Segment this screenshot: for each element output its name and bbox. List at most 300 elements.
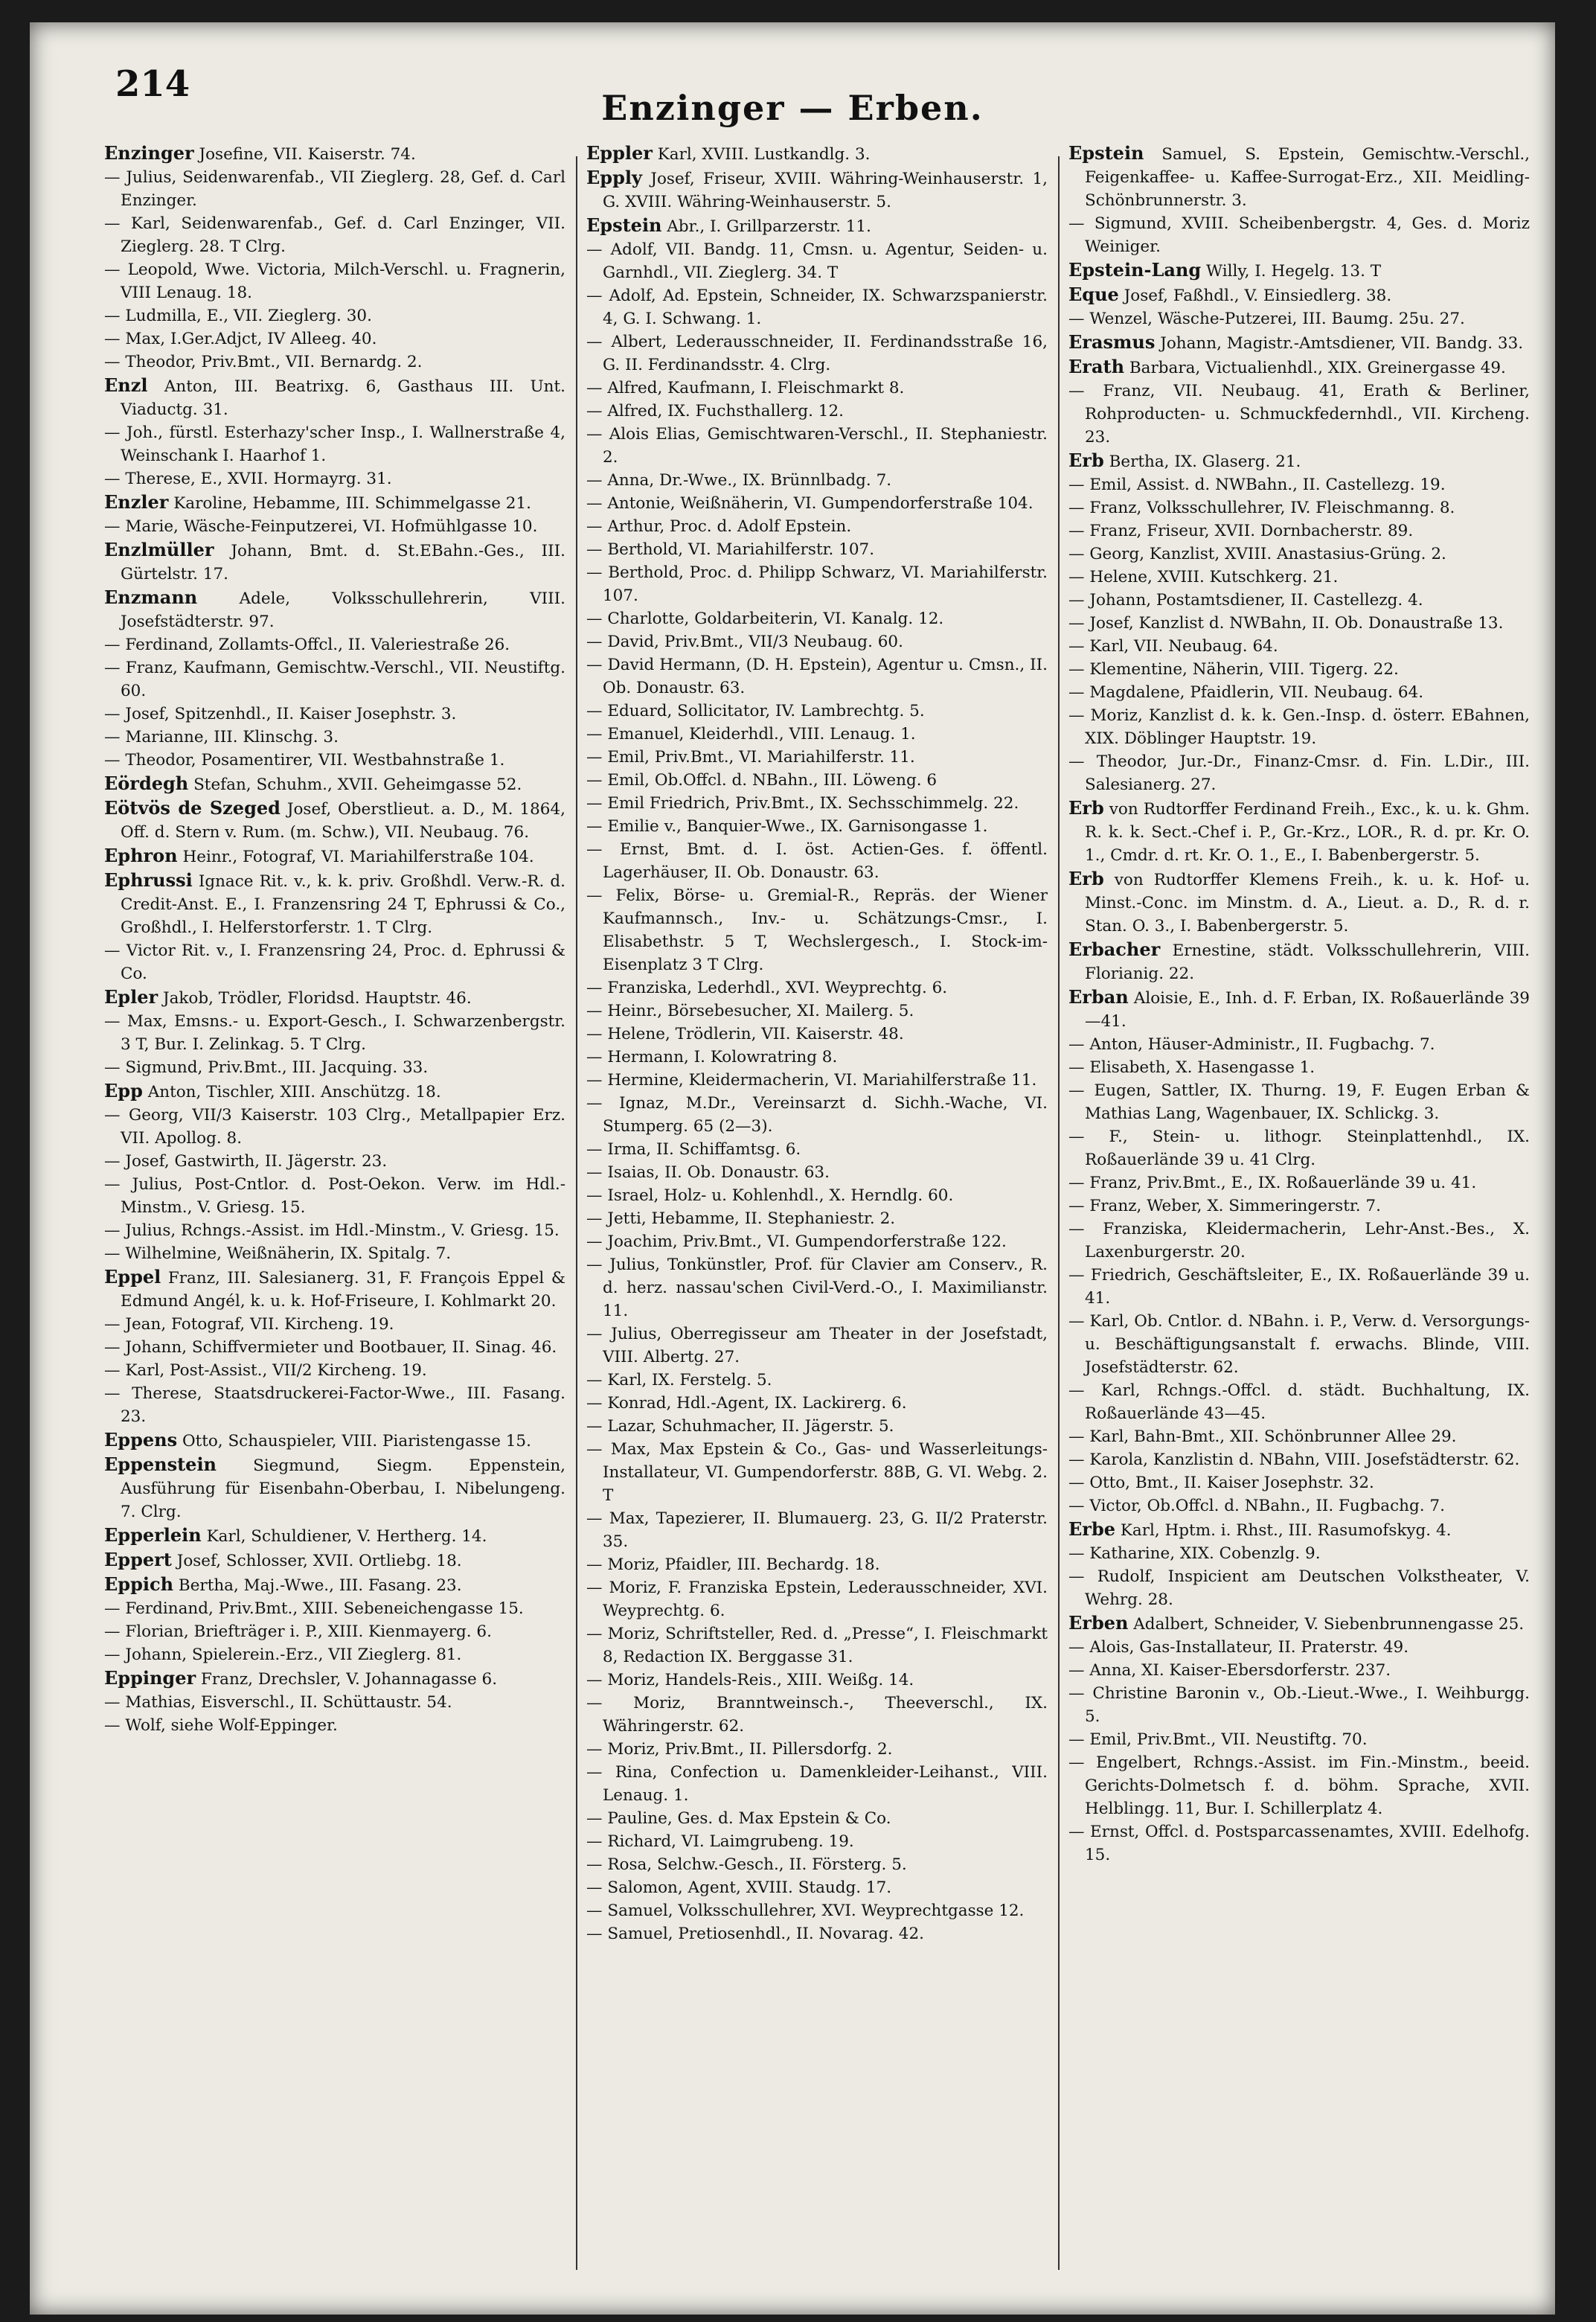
entry-details: von Rudtorffer Ferdinand Freih., Exc., k. u. k. Ghm. R. k. k. Sect.-Chef i. P., Gr.-Krz., LOR., R. d. pr. Kr. O. 1., Cmdr. d. rt. Kr. O. 1., E., I. Babenbergerstr. 5.	[1085, 800, 1530, 865]
entry-details: — Adolf, VII. Bandg. 11, Cmsn. u. Agentur, Seiden- u. Garnhdl., VII. Zieglerg. 34. T	[586, 240, 1048, 282]
entry-surname: Erb	[1068, 797, 1104, 819]
entry-details: — Karl, Ob. Cntlor. d. NBahn. i. P., Verw. d. Versorgungs- u. Beschäftigungsanstalt f. erwachs. Blinde, VIII. Josefstädterstr. 62.	[1068, 1312, 1530, 1377]
entry-details: — Georg, VII/3 Kaiserstr. 103 Clrg., Metallpapier Erz. VII. Apollog. 8.	[104, 1106, 565, 1148]
directory-entry	[586, 166, 1048, 214]
entry-details: — Otto, Bmt., II. Kaiser Josephstr. 32.	[1068, 1474, 1374, 1492]
entry-details: — Emil, Ob.Offcl. d. NBahn., III. Löweng. 6	[586, 771, 938, 790]
directory-entry	[586, 700, 1048, 723]
directory-entry	[1068, 1751, 1530, 1820]
directory-entry	[1068, 796, 1530, 867]
directory-entry	[104, 538, 565, 586]
entry-details: — Franz, Friseur, XVII. Dornbacherstr. 89.	[1068, 522, 1414, 540]
entry-details: — Victor Rit. v., I. Franzensring 24, Proc. d. Ephrussi & Co.	[104, 941, 565, 983]
directory-entry	[586, 1761, 1048, 1807]
directory-entry	[1068, 1565, 1530, 1611]
directory-entry	[1068, 1079, 1530, 1125]
entry-surname: Epstein	[1068, 142, 1144, 164]
entry-details: Josef, Faßhdl., V. Einsiedlerg. 38.	[1124, 287, 1392, 305]
entry-details: — Wolf, siehe Wolf-Eppinger.	[104, 1716, 338, 1735]
entry-surname: Epperlein	[104, 1524, 202, 1546]
entry-details: — Charlotte, Goldarbeiterin, VI. Kanalg. 12.	[586, 610, 944, 628]
entry-details: — Moriz, F. Franziska Epstein, Lederausschneider, XVI. Weyprechtg. 6.	[586, 1579, 1048, 1620]
entry-details: Aloisie, E., Inh. d. F. Erban, IX. Roßauerlände 39—41.	[1085, 989, 1530, 1031]
directory-entry	[104, 374, 565, 421]
entry-details: — Pauline, Ges. d. Max Epstein & Co.	[586, 1809, 891, 1828]
directory-entry	[104, 1079, 565, 1104]
directory-entry	[1068, 1820, 1530, 1867]
directory-entry	[104, 166, 565, 212]
entry-surname: Erben	[1068, 1612, 1129, 1634]
entry-details: — Marianne, III. Klinschg. 3.	[104, 728, 339, 746]
directory-entry	[586, 1023, 1048, 1046]
entry-details: — Israel, Holz- u. Kohlenhdl., X. Herndlg. 60.	[586, 1186, 954, 1205]
directory-entry	[1068, 1379, 1530, 1425]
entry-surname: Eördegh	[104, 773, 189, 794]
directory-entry	[1068, 212, 1530, 258]
entry-details: — Elisabeth, X. Hasengasse 1.	[1068, 1058, 1315, 1077]
directory-entry	[586, 769, 1048, 792]
directory-entry	[1068, 307, 1530, 330]
entry-details: — Alfred, IX. Fuchsthallerg. 12.	[586, 402, 844, 420]
entry-details: — Samuel, Volksschullehrer, XVI. Weyprechtgasse 12.	[586, 1902, 1025, 1920]
entry-details: — Therese, E., XVII. Hormayrg. 31.	[104, 470, 392, 488]
entry-details: — Franz, VII. Neubaug. 41, Erath & Berliner, Rohproducten- u. Schmuckfedernhdl., VII. Kircheng. 23.	[1068, 382, 1530, 447]
column-3	[1068, 141, 1530, 2285]
entry-details: — Julius, Rchngs.-Assist. im Hdl.-Minstm., V. Griesg. 15.	[104, 1221, 560, 1240]
entry-details: — Mathias, Eisverschl., II. Schüttaustr. 54.	[104, 1693, 452, 1712]
directory-entry	[104, 351, 565, 374]
entry-details: — Rina, Confection u. Damenkleider-Leihanst., VIII. Lenaug. 1.	[586, 1763, 1048, 1805]
entry-details: — Josef, Kanzlist d. NWBahn, II. Ob. Donaustraße 13.	[1068, 614, 1504, 633]
directory-entry	[1068, 519, 1530, 543]
entry-details: — Victor, Ob.Offcl. d. NBahn., II. Fugbachg. 7.	[1068, 1497, 1445, 1515]
directory-entry	[104, 869, 565, 939]
directory-entry	[586, 492, 1048, 515]
entry-details: — Ludmilla, E., VII. Zieglerg. 30.	[104, 307, 372, 325]
entry-surname: Eppens	[104, 1429, 178, 1451]
directory-entry	[104, 1666, 565, 1691]
entry-details: — Helene, XVIII. Kutschkerg. 21.	[1068, 568, 1339, 586]
entry-surname: Eque	[1068, 284, 1119, 305]
entry-details: Bertha, Maj.-Wwe., III. Fasang. 23.	[178, 1576, 462, 1595]
directory-entry	[586, 1738, 1048, 1761]
directory-entry	[586, 141, 1048, 166]
directory-entry	[1068, 355, 1530, 380]
directory-entry	[1068, 938, 1530, 985]
directory-entry	[1068, 1264, 1530, 1310]
entry-details: — Jetti, Hebamme, II. Stephaniestr. 2.	[586, 1209, 896, 1228]
entry-details: — Wilhelmine, Weißnäherin, IX. Spitalg. 7.	[104, 1244, 452, 1263]
directory-entry	[104, 844, 565, 869]
entry-surname: Epler	[104, 986, 158, 1008]
entry-details: — Anna, XI. Kaiser-Ebersdorferstr. 237.	[1068, 1661, 1391, 1680]
entry-details: — Karl, VII. Neubaug. 64.	[1068, 637, 1278, 656]
entry-surname: Eppel	[104, 1266, 161, 1288]
entry-details: Josef, Oberstlieut. a. D., M. 1864, Off. d. Stern v. Rum. (m. Schw.), VII. Neubaug. 76.	[121, 800, 565, 842]
entry-details: Johann, Magistr.-Amtsdiener, VII. Bandg. 33.	[1160, 334, 1524, 353]
directory-entry	[1068, 589, 1530, 612]
entry-surname: Epstein-Lang	[1068, 259, 1202, 281]
directory-entry	[1068, 1448, 1530, 1471]
entry-details: — Karl, Rchngs.-Offcl. d. städt. Buchhaltung, IX. Roßauerlände 43—45.	[1068, 1381, 1530, 1423]
entry-details: Jakob, Trödler, Floridsd. Hauptstr. 46.	[162, 989, 472, 1008]
entry-details: Ignace Rit. v., k. k. priv. Großhdl. Verw.-R. d. Credit-Anst. E., I. Franzensring 24 T, Ephrussi & Co., Großhdl., I. Helferstorferstr. 1. T Clrg.	[121, 872, 565, 937]
column-1	[104, 141, 565, 2285]
entry-details: — Berthold, VI. Mariahilferstr. 107.	[586, 540, 875, 559]
entry-details: — Emil Friedrich, Priv.Bmt., IX. Sechsschimmelg. 22.	[586, 794, 1019, 813]
directory-entry	[104, 1382, 565, 1428]
entry-details: — Richard, VI. Laimgrubeng. 19.	[586, 1832, 854, 1851]
entry-details: — Max, Emsns.- u. Export-Gesch., I. Schwarzenbergstr. 3 T, Bur. I. Zelinkag. 5. T Clrg.	[104, 1012, 565, 1054]
entry-details: Adele, Volksschullehrerin, VIII. Josefstädterstr. 97.	[121, 589, 565, 631]
entry-details: von Rudtorffer Klemens Freih., k. u. k. Hof- u. Minst.-Conc. im Minstm. d. A., Lieut. a. D., R. d. r. Stan. O. 3., I. Babenbergerstr. 5.	[1085, 871, 1530, 935]
directory-entry	[586, 400, 1048, 423]
running-head: Enzinger — Erben.	[601, 88, 984, 128]
entry-details: — Ignaz, M.Dr., Vereinsarzt d. Sichh.-Wache, VI. Stumperg. 65 (2—3).	[586, 1094, 1048, 1136]
directory-entry	[1068, 283, 1530, 307]
directory-entry	[586, 1092, 1048, 1138]
directory-entry	[1068, 566, 1530, 589]
directory-entry	[104, 1104, 565, 1150]
directory-entry	[586, 538, 1048, 561]
entry-details: — Leopold, Wwe. Victoria, Milch-Verschl. u. Fragnerin, VIII Lenaug. 18.	[104, 260, 565, 302]
directory-entry	[586, 1230, 1048, 1253]
directory-entry	[1068, 1056, 1530, 1079]
entry-details: — Emil, Priv.Bmt., VI. Mariahilferstr. 11.	[586, 748, 915, 767]
directory-entry	[586, 746, 1048, 769]
entry-details: — Emil, Priv.Bmt., VII. Neustiftg. 70.	[1068, 1730, 1368, 1749]
entry-details: — Rosa, Selchw.-Gesch., II. Försterg. 5.	[586, 1855, 907, 1874]
directory-entry	[1068, 1194, 1530, 1218]
entry-details: — Alois Elias, Gemischtwaren-Verschl., II. Stephaniestr. 2.	[586, 425, 1048, 467]
entry-details: — Christine Baronin v., Ob.-Lieut.-Wwe., I. Weihburgg. 5.	[1068, 1684, 1530, 1726]
entry-details: — Felix, Börse- u. Gremial-R., Repräs. der Wiener Kaufmannsch., Inv.- u. Schätzungs-Cmsr., I. Elisabethstr. 5 T, Wechslergesch., I. Stock-im-Eisenplatz 3 T Clrg.	[586, 886, 1048, 974]
directory-entry	[104, 304, 565, 327]
entry-details: Karoline, Hebamme, III. Schimmelgasse 21.	[173, 494, 531, 513]
directory-entry	[104, 1453, 565, 1523]
entry-details: Abr., I. Grillparzerstr. 11.	[667, 217, 871, 236]
directory-entry	[586, 1853, 1048, 1876]
entry-details: — F., Stein- u. lithogr. Steinplattenhdl., IX. Roßauerlände 39 u. 41 Clrg.	[1068, 1128, 1530, 1169]
directory-entry	[104, 1265, 565, 1313]
directory-entry	[586, 1138, 1048, 1161]
directory-entry	[1068, 1310, 1530, 1379]
directory-entry	[104, 1336, 565, 1359]
directory-entry	[586, 515, 1048, 538]
directory-entry	[586, 1046, 1048, 1069]
directory-entry	[1068, 612, 1530, 635]
entry-surname: Erbe	[1068, 1518, 1115, 1540]
directory-entry	[1068, 704, 1530, 750]
entry-details: — Joh., fürstl. Esterhazy'scher Insp., I. Wallnerstraße 4, Weinschank I. Haarhof 1.	[104, 423, 565, 465]
directory-entry	[104, 1010, 565, 1056]
directory-entry	[586, 1392, 1048, 1415]
directory-entry	[104, 1573, 565, 1597]
directory-entry	[104, 1643, 565, 1666]
entry-details: — Arthur, Proc. d. Adolf Epstein.	[586, 517, 852, 536]
entry-details: — Florian, Briefträger i. P., XIII. Kienmayerg. 6.	[104, 1622, 492, 1641]
directory-entry	[1068, 1659, 1530, 1682]
entry-details: — Magdalene, Pfaidlerin, VII. Neubaug. 64.	[1068, 683, 1424, 702]
entry-surname: Eppich	[104, 1573, 174, 1595]
entry-details: — Johann, Postamtsdiener, II. Castellezg. 4.	[1068, 591, 1423, 610]
entry-details: — Adolf, Ad. Epstein, Schneider, IX. Schwarzspanierstr. 4, G. I. Schwang. 1.	[586, 287, 1048, 328]
directory-entry	[586, 423, 1048, 469]
entry-details: Karl, Hptm. i. Rhst., III. Rasumofskyg. 4.	[1120, 1521, 1452, 1540]
directory-entry	[586, 469, 1048, 492]
entry-details: — Rudolf, Inspicient am Deutschen Volkstheater, V. Wehrg. 28.	[1068, 1567, 1530, 1609]
entry-details: — Georg, Kanzlist, XVIII. Anastasius-Grüng. 2.	[1068, 545, 1446, 563]
entry-details: — Samuel, Pretiosenhdl., II. Novarag. 42.	[586, 1925, 924, 1943]
directory-entry	[586, 1507, 1048, 1553]
directory-entry	[586, 630, 1048, 653]
entry-surname: Eppler	[586, 142, 653, 164]
directory-entry	[104, 421, 565, 467]
entry-details: — Heinr., Börsebesucher, XI. Mailerg. 5.	[586, 1002, 914, 1020]
entry-surname: Ephron	[104, 845, 178, 866]
directory-entry	[586, 815, 1048, 838]
directory-entry	[104, 1313, 565, 1336]
directory-entry	[586, 377, 1048, 400]
directory-entry	[104, 985, 565, 1010]
directory-entry	[1068, 1471, 1530, 1494]
directory-entry	[1068, 141, 1530, 212]
directory-entry	[104, 633, 565, 656]
directory-entry	[586, 561, 1048, 607]
directory-entry	[1068, 543, 1530, 566]
directory-entry	[104, 327, 565, 351]
column-divider	[576, 156, 577, 2270]
entry-details: Barbara, Victualienhdl., XIX. Greinergasse 49.	[1129, 359, 1506, 377]
entry-details: — Berthold, Proc. d. Philipp Schwarz, VI. Mariahilferstr. 107.	[586, 563, 1048, 605]
directory-entry	[586, 1369, 1048, 1392]
entry-details: — Ferdinand, Zollamts-Offcl., II. Valeriestraße 26.	[104, 636, 510, 654]
entry-details: — Franz, Weber, X. Simmeringerstr. 7.	[1068, 1197, 1381, 1215]
directory-entry	[586, 723, 1048, 746]
entry-details: — Ferdinand, Priv.Bmt., XIII. Sebeneichengasse 15.	[104, 1599, 524, 1618]
entry-details: Otto, Schauspieler, VIII. Piaristengasse 15.	[182, 1432, 531, 1451]
entry-details: — Emanuel, Kleiderhdl., VIII. Lenaug. 1.	[586, 725, 916, 743]
entry-details: — Moriz, Handels-Reis., XIII. Weißg. 14.	[586, 1671, 914, 1689]
directory-entry	[104, 1428, 565, 1453]
entry-details: Josef, Friseur, XVIII. Währing-Weinhauserstr. 1, G. XVIII. Währing-Weinhauserstr. 5.	[603, 170, 1048, 211]
entry-surname: Erban	[1068, 986, 1129, 1008]
directory-entry	[104, 1359, 565, 1382]
entry-surname: Erasmus	[1068, 331, 1156, 353]
entry-details: — Theodor, Posamentirer, VII. Westbahnstraße 1.	[104, 751, 505, 770]
directory-entry	[1068, 258, 1530, 283]
directory-entry	[586, 1576, 1048, 1622]
directory-entry	[586, 1553, 1048, 1576]
entry-details: — Max, I.Ger.Adjct, IV Alleeg. 40.	[104, 330, 377, 348]
entry-details: — Julius, Seidenwarenfab., VII Zieglerg. 28, Gef. d. Carl Enzinger.	[104, 168, 565, 210]
entry-surname: Enzler	[104, 491, 169, 513]
directory-entry	[104, 726, 565, 749]
entry-details: — Julius, Tonkünstler, Prof. für Clavier am Conserv., R. d. herz. nassau'schen Civil-Verd.-O., I. Maximilianstr. 11.	[586, 1256, 1048, 1320]
entry-details: — Moriz, Pfaidler, III. Bechardg. 18.	[586, 1555, 880, 1574]
entry-details: — Emilie v., Banquier-Wwe., IX. Garnisongasse 1.	[586, 817, 988, 836]
directory-entry	[586, 838, 1048, 884]
entry-details: — Sigmund, XVIII. Scheibenbergstr. 4, Ges. d. Moriz Weiniger.	[1068, 214, 1530, 256]
directory-entry	[104, 467, 565, 490]
directory-entry	[1068, 496, 1530, 519]
directory-entry	[104, 1548, 565, 1573]
directory-entry	[104, 490, 565, 515]
entry-details: — Alois, Gas-Installateur, II. Praterstr. 49.	[1068, 1638, 1409, 1657]
directory-entry	[586, 1669, 1048, 1692]
entry-details: — Emil, Assist. d. NWBahn., II. Castellezg. 19.	[1068, 476, 1446, 494]
entry-details: Siegmund, Siegm. Eppenstein, Ausführung für Eisenbahn-Oberbau, I. Nibelungeng. 7. Clrg.	[121, 1456, 565, 1521]
directory-entry	[104, 656, 565, 703]
directory-entry	[586, 1207, 1048, 1230]
entry-details: — Marie, Wäsche-Feinputzerei, VI. Hofmühlgasse 10.	[104, 517, 538, 536]
entry-details: — Anna, Dr.-Wwe., IX. Brünnlbadg. 7.	[586, 471, 892, 490]
directory-entry	[1068, 635, 1530, 658]
entry-surname: Enzl	[104, 374, 148, 396]
directory-entry	[586, 1807, 1048, 1830]
entry-details: — Katharine, XIX. Cobenzlg. 9.	[1068, 1544, 1321, 1563]
entry-details: — Friedrich, Geschäftsleiter, E., IX. Roßauerlände 39 u. 41.	[1068, 1266, 1530, 1308]
entry-details: — Josef, Spitzenhdl., II. Kaiser Josephstr. 3.	[104, 705, 457, 723]
entry-details: — Helene, Trödlerin, VII. Kaiserstr. 48.	[586, 1025, 904, 1043]
entry-details: — Therese, Staatsdruckerei-Factor-Wwe., III. Fasang. 23.	[104, 1384, 565, 1426]
directory-entry	[586, 214, 1048, 238]
entry-details: — Wenzel, Wäsche-Putzerei, III. Baumg. 25u. 27.	[1068, 310, 1465, 328]
entry-details: — Karola, Kanzlistin d. NBahn, VIII. Josefstädterstr. 62.	[1068, 1451, 1520, 1469]
directory-entry	[586, 330, 1048, 377]
entry-details: — Isaias, II. Ob. Donaustr. 63.	[586, 1163, 830, 1182]
entry-details: — Eduard, Sollicitator, IV. Lambrechtg. 5.	[586, 702, 925, 720]
entry-details: — Hermine, Kleidermacherin, VI. Mariahilferstraße 11.	[586, 1071, 1037, 1090]
directory-entry	[1068, 681, 1530, 704]
entry-details: — Franziska, Lederhdl., XVI. Weyprechtg. 6.	[586, 979, 948, 997]
entry-details: — Anton, Häuser-Administr., II. Fugbachg. 7.	[1068, 1035, 1435, 1054]
entry-details: — Franziska, Kleidermacherin, Lehr-Anst.-Bes., X. Laxenburgerstr. 20.	[1068, 1220, 1530, 1261]
directory-entry	[586, 284, 1048, 330]
directory-entry	[1068, 1728, 1530, 1751]
directory-entry	[1068, 1125, 1530, 1171]
directory-entry	[1068, 380, 1530, 449]
directory-page	[30, 22, 1555, 2315]
entry-details: — Franz, Priv.Bmt., E., IX. Roßauerlände 39 u. 41.	[1068, 1174, 1477, 1192]
directory-entry	[586, 1876, 1048, 1899]
directory-entry	[586, 884, 1048, 976]
directory-entry	[1068, 1682, 1530, 1728]
entry-surname: Erb	[1068, 450, 1104, 471]
entry-details: — Karl, Post-Assist., VII/2 Kircheng. 19.	[104, 1361, 427, 1380]
directory-entry	[104, 772, 565, 796]
directory-entry	[1068, 1425, 1530, 1448]
directory-entry	[586, 1161, 1048, 1184]
entry-details: — David, Priv.Bmt., VII/3 Neubaug. 60.	[586, 633, 903, 651]
directory-entry	[586, 1000, 1048, 1023]
entry-details: — Jean, Fotograf, VII. Kircheng. 19.	[104, 1315, 394, 1334]
entry-details: — Irma, II. Schiffamtsg. 6.	[586, 1140, 801, 1159]
entry-details: — Theodor, Jur.-Dr., Finanz-Cmsr. d. Fin. L.Dir., III. Salesianerg. 27.	[1068, 752, 1530, 794]
entry-surname: Erath	[1068, 356, 1125, 377]
entry-details: — Josef, Gastwirth, II. Jägerstr. 23.	[104, 1152, 388, 1171]
directory-entry	[586, 1830, 1048, 1853]
entry-details: Franz, III. Salesianerg. 31, F. François Eppel & Edmund Angél, k. u. k. Hof-Friseure, I. Kohlmarkt 20.	[121, 1269, 565, 1311]
entry-details: — Albert, Lederausschneider, II. Ferdinandsstraße 16, G. II. Ferdinandsstr. 4. Clrg.	[586, 333, 1048, 374]
entry-details: — Franz, Kaufmann, Gemischtw.-Verschl., VII. Neustiftg. 60.	[104, 659, 565, 700]
entry-surname: Erb	[1068, 868, 1104, 889]
entry-details: Josefine, VII. Kaiserstr. 74.	[199, 145, 416, 164]
directory-entry	[104, 1056, 565, 1079]
entry-surname: Erbacher	[1068, 938, 1161, 960]
directory-entry	[104, 1714, 565, 1737]
entry-details: — Moriz, Kanzlist d. k. k. Gen.-Insp. d. österr. EBahnen, XIX. Döblinger Hauptstr. 19.	[1068, 706, 1530, 748]
entry-details: — Ernst, Offcl. d. Postsparcassenamtes, XVIII. Edelhofg. 15.	[1068, 1823, 1530, 1864]
directory-entry	[1068, 1171, 1530, 1194]
entry-details: — Max, Tapezierer, II. Blumauerg. 23, G. II/2 Praterstr. 35.	[586, 1509, 1048, 1551]
directory-entry	[586, 792, 1048, 815]
page-number: 214	[115, 63, 190, 105]
entry-details: — Engelbert, Rchngs.-Assist. im Fin.-Minstm., beeid. Gerichts-Dolmetsch f. d. böhm. Sprache, XVII. Helblingg. 11, Bur. I. Schillerplatz 4.	[1068, 1753, 1530, 1818]
entry-details: Anton, Tischler, XIII. Anschützg. 18.	[147, 1083, 441, 1101]
entry-details: — Moriz, Branntweinsch.-, Theeverschl., IX. Währingerstr. 62.	[586, 1694, 1048, 1736]
entry-details: Samuel, S. Epstein, Gemischtw.-Verschl., Feigenkaffee- u. Kaffee-Surrogat-Erz., XII. Meidling-Schönbrunnerstr. 3.	[1085, 145, 1530, 210]
directory-entry	[1068, 1218, 1530, 1264]
entry-surname: Enzmann	[104, 586, 198, 608]
entry-details: — Joachim, Priv.Bmt., VI. Gumpendorferstraße 122.	[586, 1232, 1007, 1251]
entry-surname: Epstein	[586, 214, 662, 236]
entry-details: Willy, I. Hegelg. 13. T	[1205, 262, 1382, 281]
entry-details: — Ernst, Bmt. d. I. öst. Actien-Ges. f. öffentl. Lagerhäuser, II. Ob. Donaustr. 63.	[586, 840, 1048, 882]
entry-surname: Eötvös de Szeged	[104, 797, 281, 819]
directory-entry	[1068, 1033, 1530, 1056]
directory-entry	[586, 1692, 1048, 1738]
directory-entry	[1068, 449, 1530, 473]
directory-entry	[586, 1415, 1048, 1438]
entry-details: — Karl, Bahn-Bmt., XII. Schönbrunner Allee 29.	[1068, 1427, 1457, 1446]
directory-entry	[104, 515, 565, 538]
entry-details: Ernestine, städt. Volksschullehrerin, VIII. Florianig. 22.	[1085, 941, 1530, 983]
directory-entry	[104, 1523, 565, 1548]
entry-details: — Alfred, Kaufmann, I. Fleischmarkt 8.	[586, 379, 905, 397]
entry-details: — Eugen, Sattler, IX. Thurng. 19, F. Eugen Erban & Mathias Lang, Wagenbauer, IX. Schlickg. 3.	[1068, 1081, 1530, 1123]
entry-surname: Enzlmüller	[104, 539, 214, 560]
page-header	[30, 22, 1555, 134]
directory-entry	[586, 1922, 1048, 1945]
directory-entry	[586, 1184, 1048, 1207]
directory-entry	[1068, 473, 1530, 496]
entry-details: — Karl, IX. Ferstelg. 5.	[586, 1371, 772, 1389]
directory-entry	[586, 653, 1048, 700]
entry-details: — Salomon, Agent, XVIII. Staudg. 17.	[586, 1878, 892, 1897]
entry-details: — Klementine, Näherin, VIII. Tigerg. 22.	[1068, 660, 1399, 679]
directory-entry	[1068, 867, 1530, 938]
directory-entry	[1068, 658, 1530, 681]
entry-details: — Julius, Oberregisseur am Theater in der Josefstadt, VIII. Albertg. 27.	[586, 1325, 1048, 1366]
entry-details: Heinr., Fotograf, VI. Mariahilferstraße 104.	[182, 848, 534, 866]
entry-surname: Enzinger	[104, 142, 194, 164]
directory-entry	[104, 1173, 565, 1219]
directory-entry	[1068, 1494, 1530, 1517]
directory-entry	[1068, 750, 1530, 796]
entry-details: — Moriz, Schriftsteller, Red. d. „Presse“, I. Fleischmarkt 8, Redaction IX. Berggasse 31.	[586, 1625, 1048, 1666]
directory-entry	[586, 1069, 1048, 1092]
entry-surname: Epp	[104, 1080, 143, 1101]
entry-details: — Moriz, Priv.Bmt., II. Pillersdorfg. 2.	[586, 1740, 893, 1759]
entry-details: — Max, Max Epstein & Co., Gas- und Wasserleitungs-Installateur, VI. Gumpendorferstr. 88B, G. VI. Webg. 2. T	[586, 1440, 1048, 1505]
entry-details: Karl, Schuldiener, V. Hertherg. 14.	[206, 1527, 487, 1546]
directory-entry	[586, 1253, 1048, 1322]
directory-entry	[104, 703, 565, 726]
entry-surname: Epply	[586, 167, 642, 188]
entry-details: — Sigmund, Priv.Bmt., III. Jacquing. 33.	[104, 1058, 429, 1077]
directory-entry	[1068, 1636, 1530, 1659]
